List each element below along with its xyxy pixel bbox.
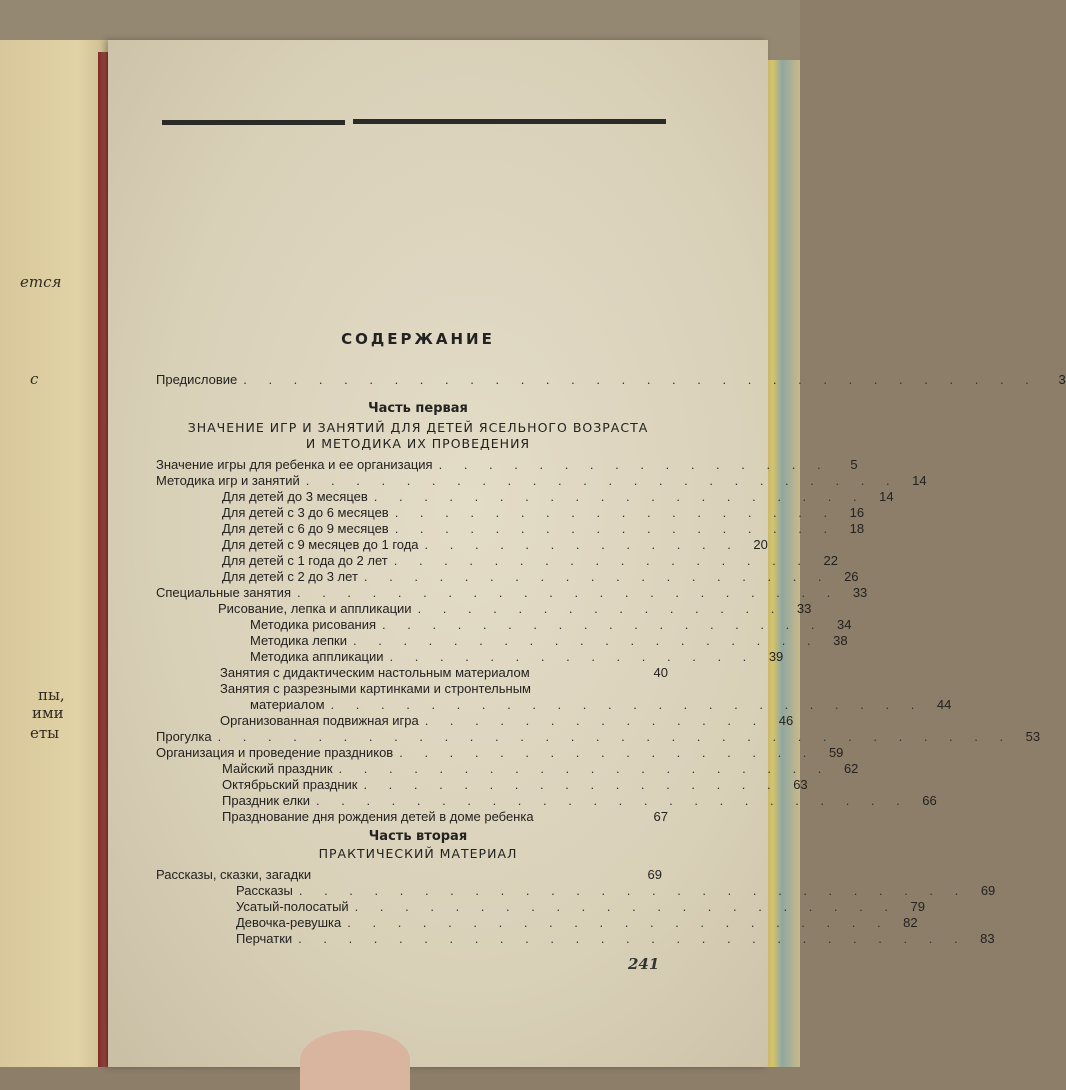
toc-entry[interactable] (250, 633, 848, 649)
toc-entry[interactable] (236, 899, 925, 915)
toc-entry-page: 69 (980, 883, 996, 898)
toc-entry[interactable] (156, 867, 662, 883)
leader-dots: . . . . . . . . . . . . . (424, 537, 740, 552)
toc-entry[interactable] (222, 553, 838, 569)
toc-entry-label: Методика лепки (250, 633, 347, 648)
left-page-fragment: еты (30, 724, 60, 742)
leader-dots: . . . . . . . . . . . . . . . . . (393, 553, 810, 568)
leader-dots: . . . . . . . . . . . . . . (424, 713, 766, 728)
toc-entry-label: Празднование дня рождения детей в доме ребенка (222, 809, 534, 824)
leader-dots: . . . . . . . . . . . . . . . . . . . . . . . . . . . . . . . . (217, 729, 1013, 744)
toc-entry-page: 18 (849, 521, 865, 536)
toc-entry[interactable] (222, 761, 859, 777)
toc-entry-label: Октябрьский праздник (222, 777, 358, 792)
toc-entry-label: Праздник елки (222, 793, 310, 808)
part-one-subtitle-line1: ЗНАЧЕНИЕ ИГР И ЗАНЯТИЙ ДЛЯ ДЕТЕЙ ЯСЕЛЬНОГО ВОЗРАСТА (187, 420, 649, 435)
contents-page (108, 40, 1066, 1067)
toc-entry-label: Специальные занятия (156, 585, 291, 600)
toc-entry[interactable] (220, 665, 668, 681)
toc-entry-label: Методика игр и занятий (156, 473, 300, 488)
toc-entry-page: 38 (833, 633, 848, 648)
leader-dots: . . . . . . . . . . . . . . . . . . . . . . (354, 899, 897, 914)
toc-entry-page: 39 (768, 649, 784, 664)
toc-entry-page: 22 (823, 553, 838, 568)
toc-entry[interactable] (222, 777, 808, 793)
toc-entry-label: материалом (250, 697, 325, 712)
toc-entry-label: Для детей с 2 до 3 лет (222, 569, 358, 584)
toc-entry-label: Методика аппликации (250, 649, 384, 664)
leader-dots: . . . . . . . . . . . . . . . . . . (394, 505, 837, 520)
leader-dots: . . . . . . . . . . . . . . . (389, 649, 756, 664)
leader-dots: . . . . . . . . . . . . . . . . . . . (353, 633, 820, 648)
toc-entry-page: 53 (1025, 729, 1041, 744)
toc-entry-label: Предисловие (156, 372, 238, 387)
toc-entry[interactable] (156, 585, 868, 601)
left-page-fragment: пы, (38, 686, 65, 704)
toc-entry[interactable] (236, 915, 918, 931)
toc-entry-page: 16 (849, 505, 865, 520)
toc-entry-label: Прогулка (156, 729, 212, 744)
toc-entry-label: Рассказы, сказки, загадки (156, 867, 312, 882)
toc-entry-page: 3 (1058, 372, 1066, 387)
toc-entry-page: 33 (852, 585, 868, 600)
toc-entry-label: Усатый-полосатый (236, 899, 349, 914)
toc-entry-page: 14 (912, 473, 927, 488)
toc-entry-label: Для детей до 3 месяцев (222, 489, 368, 504)
page-number: 241 (628, 955, 660, 973)
leader-dots: . . . . . . . . . . . . . . . . . . . . . . . . (305, 473, 899, 488)
toc-entry-page: 69 (647, 867, 662, 882)
leader-dots: . . . . . . . . . . . . . . . . . (363, 777, 780, 792)
toc-title: СОДЕРЖАНИЕ (341, 330, 495, 348)
toc-entry-label: Значение игры для ребенка и ее организация (156, 457, 433, 472)
toc-entry[interactable] (222, 569, 859, 585)
toc-entry-label: Майский праздник (222, 761, 333, 776)
top-rule-left (162, 120, 345, 125)
toc-entry[interactable] (250, 617, 852, 633)
toc-entry-page: 5 (850, 457, 858, 472)
toc-entry-label: Организация и проведение праздников (156, 745, 394, 760)
toc-entry[interactable] (236, 931, 995, 947)
toc-entry[interactable] (250, 697, 952, 713)
toc-entry-page: 14 (879, 489, 894, 504)
toc-entry[interactable] (222, 489, 894, 505)
toc-entry-label: Занятия с разрезными картинками и стронтельным (220, 681, 531, 696)
leader-dots: . . . . . . . . . . . . . . . . . . . . . . . . (316, 793, 909, 808)
toc-entry[interactable] (218, 601, 812, 617)
top-rule-right (353, 119, 666, 124)
toc-entry-label: Рассказы (236, 883, 293, 898)
toc-entry-label: Занятия с дидактическим настольным материалом (220, 665, 530, 680)
toc-entry[interactable] (222, 809, 668, 825)
part-two-subtitle: ПРАКТИЧЕСКИЙ МАТЕРИАЛ (318, 846, 518, 861)
toc-entry[interactable] (220, 713, 794, 729)
toc-entry[interactable] (156, 729, 1041, 745)
leader-dots: . . . . . . . . . . . . . . . . . . . . . . . . (330, 697, 924, 712)
leader-dots: . . . . . . . . . . . . . . . . . . . . . . (296, 585, 840, 600)
toc-entry-page: 44 (936, 697, 952, 712)
leader-dots: . . . . . . . . . . . . . . . . . . . (363, 569, 831, 584)
toc-entry[interactable] (156, 457, 858, 473)
toc-entry[interactable] (250, 649, 784, 665)
toc-entry[interactable] (156, 372, 1066, 388)
toc-entry[interactable] (222, 505, 865, 521)
toc-entry-page: 46 (778, 713, 794, 728)
toc-entry-page: 40 (653, 665, 668, 680)
left-page (0, 40, 112, 1067)
left-page-fragment: с (30, 370, 39, 388)
toc-entry-label: Рисование, лепка и аппликации (218, 601, 412, 616)
toc-entry-label: Перчатки (236, 931, 293, 946)
leader-dots: . . . . . . . . . . . . . . . . . . . . . . . . . . . (298, 883, 968, 898)
toc-entry-label: Методика рисования (250, 617, 377, 632)
toc-entry-label: Для детей с 9 месяцев до 1 года (222, 537, 419, 552)
toc-entry-label: Для детей с 6 до 9 месяцев (222, 521, 389, 536)
leader-dots: . . . . . . . . . . . . . . . . . (399, 745, 816, 760)
leader-dots: . . . . . . . . . . . . . . . (417, 601, 784, 616)
toc-entry-label: Организованная подвижная игра (220, 713, 419, 728)
toc-entry-page: 79 (910, 899, 925, 914)
toc-entry-page: 62 (843, 761, 859, 776)
toc-entry-page: 63 (793, 777, 808, 792)
leader-dots: . . . . . . . . . . . . . . . . . . . . (373, 489, 866, 504)
leader-dots: . . . . . . . . . . . . . . . . . . (382, 617, 824, 632)
toc-entry-page: 34 (836, 617, 852, 632)
thumb (300, 1030, 410, 1090)
part-one-heading: Часть первая (368, 401, 468, 416)
leader-dots: . . . . . . . . . . . . . . . . . . . . (338, 761, 831, 776)
toc-entry-page: 66 (922, 793, 937, 808)
leader-dots: . . . . . . . . . . . . . . . . . . (394, 521, 837, 536)
toc-entry-label: Для детей с 3 до 6 месяцев (222, 505, 389, 520)
toc-entry-label: Девочка-ревушка (236, 915, 342, 930)
toc-entry[interactable] (222, 521, 865, 537)
toc-entry-page: 26 (844, 569, 859, 584)
toc-entry[interactable] (222, 793, 937, 809)
toc-entry[interactable] (220, 681, 668, 697)
toc-entry-page: 83 (980, 931, 995, 946)
toc-entry-page: 82 (903, 915, 918, 930)
toc-entry-page: 20 (753, 537, 768, 552)
toc-entry-page: 67 (653, 809, 668, 824)
leader-dots: . . . . . . . . . . . . . . . . . . . . . . . . . . . . . . . . (243, 372, 1038, 387)
left-page-fragment: ими (32, 704, 64, 722)
toc-entry[interactable] (156, 745, 844, 761)
toc-entry[interactable] (156, 473, 927, 489)
leader-dots: . . . . . . . . . . . . . . . . . . . . . . . . . . . (298, 931, 967, 946)
leader-dots: . . . . . . . . . . . . . . . . . . . . . . (347, 915, 890, 930)
toc-entry-page: 33 (796, 601, 812, 616)
toc-entry[interactable] (236, 883, 996, 899)
leader-dots: . . . . . . . . . . . . . . . . (438, 457, 830, 472)
toc-entry[interactable] (222, 537, 768, 553)
toc-entry-label: Для детей с 1 года до 2 лет (222, 553, 388, 568)
part-two-heading: Часть вторая (368, 829, 468, 844)
part-one-subtitle-line2: И МЕТОДИКА ИХ ПРОВЕДЕНИЯ (305, 436, 531, 451)
toc-entry-page: 59 (828, 745, 844, 760)
left-page-fragment: ется (20, 273, 62, 291)
